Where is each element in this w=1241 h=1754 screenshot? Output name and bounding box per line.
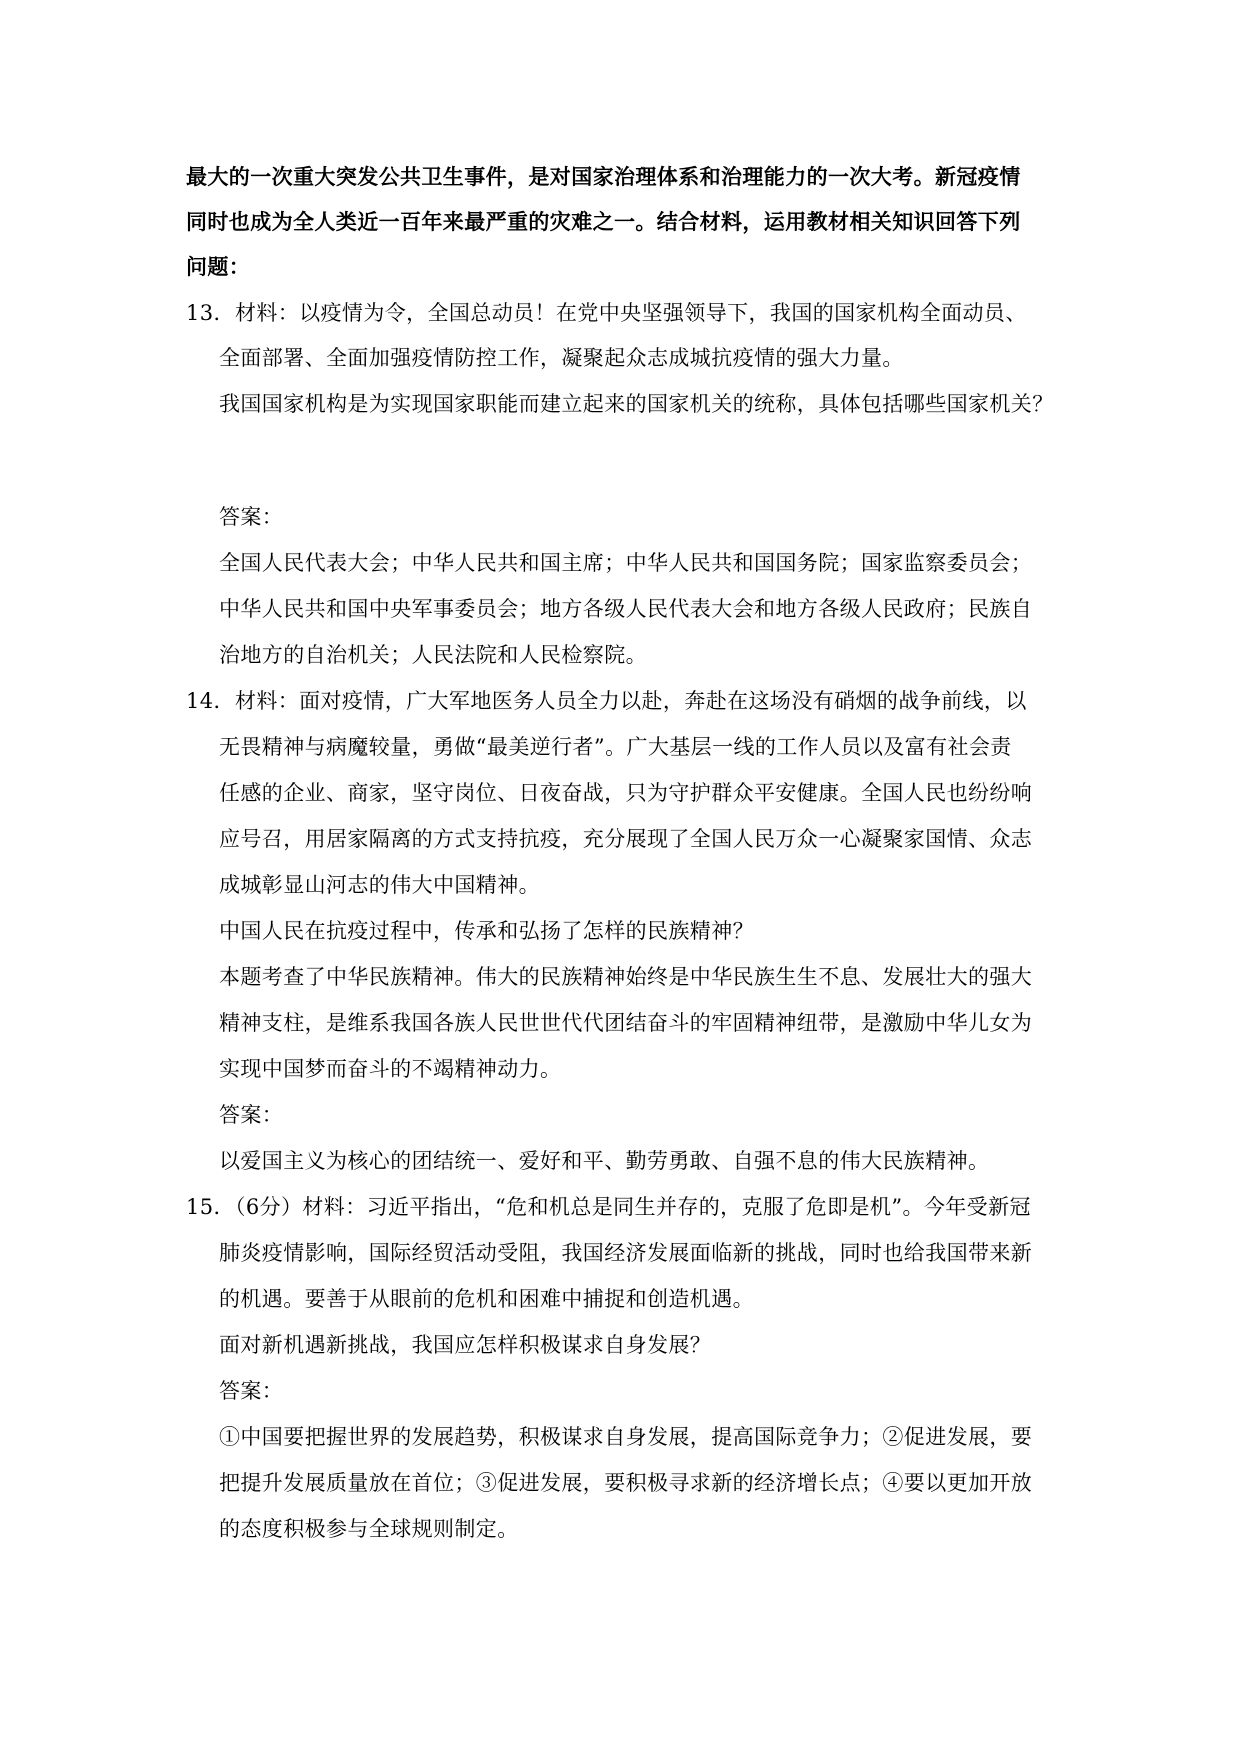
intro-line: 最大的一次重大突发公共卫生事件，是对国家治理体系和治理能力的一次大考。新冠疫情 bbox=[186, 165, 1021, 189]
answer-label: 答案： bbox=[219, 505, 284, 529]
question-material: （6分）材料：习近平指出，“危和机总是同生并存的，克服了危即是机”。今年受新冠 bbox=[234, 1195, 1031, 1219]
question-number: 15 bbox=[186, 1195, 214, 1219]
intro-line: 同时也成为全人类近一百年来最严重的灾难之一。结合材料，运用教材相关知识回答下列 bbox=[186, 210, 1021, 234]
question-material: 肺炎疫情影响，国际经贸活动受阻，我国经济发展面临新的挑战，同时也给我国带来新 bbox=[219, 1241, 1033, 1265]
answer-label: 答案： bbox=[219, 1103, 284, 1127]
intro-line: 问题： bbox=[186, 255, 251, 279]
answer-text: 中华人民共和国中央军事委员会；地方各级人民代表大会和地方各级人民政府；民族自 bbox=[219, 597, 1033, 621]
question-prompt: 中国人民在抗疫过程中，传承和弘扬了怎样的民族精神？ bbox=[219, 919, 754, 943]
answer-text: 治地方的自治机关；人民法院和人民检察院。 bbox=[219, 643, 647, 667]
analysis-text: 精神支柱，是维系我国各族人民世世代代团结奋斗的牢固精神纽带，是激励中华儿女为 bbox=[219, 1011, 1033, 1035]
question-prompt: 面对新机遇新挑战，我国应怎样积极谋求自身发展？ bbox=[219, 1333, 712, 1357]
question-13-line: 13．材料：以疫情为令，全国总动员！在党中央坚强领导下，我国的国家机构全面动员、 bbox=[186, 301, 1027, 325]
answer-text: 的态度积极参与全球规则制定。 bbox=[219, 1517, 519, 1541]
question-prompt: 我国国家机构是为实现国家职能而建立起来的国家机关的统称，具体包括哪些国家机关？ bbox=[219, 392, 1054, 416]
analysis-text: 本题考查了中华民族精神。伟大的民族精神始终是中华民族生生不息、发展壮大的强大 bbox=[219, 965, 1033, 989]
answer-text: 把提升发展质量放在首位；③促进发展，要积极寻求新的经济增长点；④要以更加开放 bbox=[219, 1471, 1033, 1495]
question-number: 14 bbox=[186, 689, 214, 713]
answer-text: ①中国要把握世界的发展趋势，积极谋求自身发展，提高国际竞争力；②促进发展，要 bbox=[219, 1425, 1033, 1449]
question-material: 的机遇。要善于从眼前的危机和困难中捕捉和创造机遇。 bbox=[219, 1287, 754, 1311]
question-material: 材料：面对疫情，广大军地医务人员全力以赴，奔赴在这场没有硝烟的战争前线，以 bbox=[234, 689, 1027, 713]
question-material: 无畏精神与病魔较量，勇做“最美逆行者”。广大基层一线的工作人员以及富有社会责 bbox=[219, 735, 1012, 759]
question-material: 全面部署、全面加强疫情防控工作，凝聚起众志成城抗疫情的强大力量。 bbox=[219, 346, 904, 370]
answer-text: 全国人民代表大会；中华人民共和国主席；中华人民共和国国务院；国家监察委员会； bbox=[219, 551, 1033, 575]
question-15-line: 15．（6分）材料：习近平指出，“危和机总是同生并存的，克服了危即是机”。今年受新冠 bbox=[186, 1195, 1031, 1219]
question-material: 任感的企业、商家，坚守岗位、日夜奋战，只为守护群众平安健康。全国人民也纷纷响 bbox=[219, 781, 1033, 805]
question-material: 材料：以疫情为令，全国总动员！在党中央坚强领导下，我国的国家机构全面动员、 bbox=[234, 301, 1027, 325]
answer-text: 以爱国主义为核心的团结统一、爱好和平、勤劳勇敢、自强不息的伟大民族精神。 bbox=[219, 1149, 990, 1173]
question-material: 成城彰显山河志的伟大中国精神。 bbox=[219, 873, 540, 897]
question-14-line: 14．材料：面对疫情，广大军地医务人员全力以赴，奔赴在这场没有硝烟的战争前线，以 bbox=[186, 689, 1027, 713]
analysis-text: 实现中国梦而奋斗的不竭精神动力。 bbox=[219, 1057, 562, 1081]
question-material: 应号召，用居家隔离的方式支持抗疫，充分展现了全国人民万众一心凝聚家国情、众志 bbox=[219, 827, 1033, 851]
question-number: 13 bbox=[186, 301, 214, 325]
answer-label: 答案： bbox=[219, 1379, 284, 1403]
